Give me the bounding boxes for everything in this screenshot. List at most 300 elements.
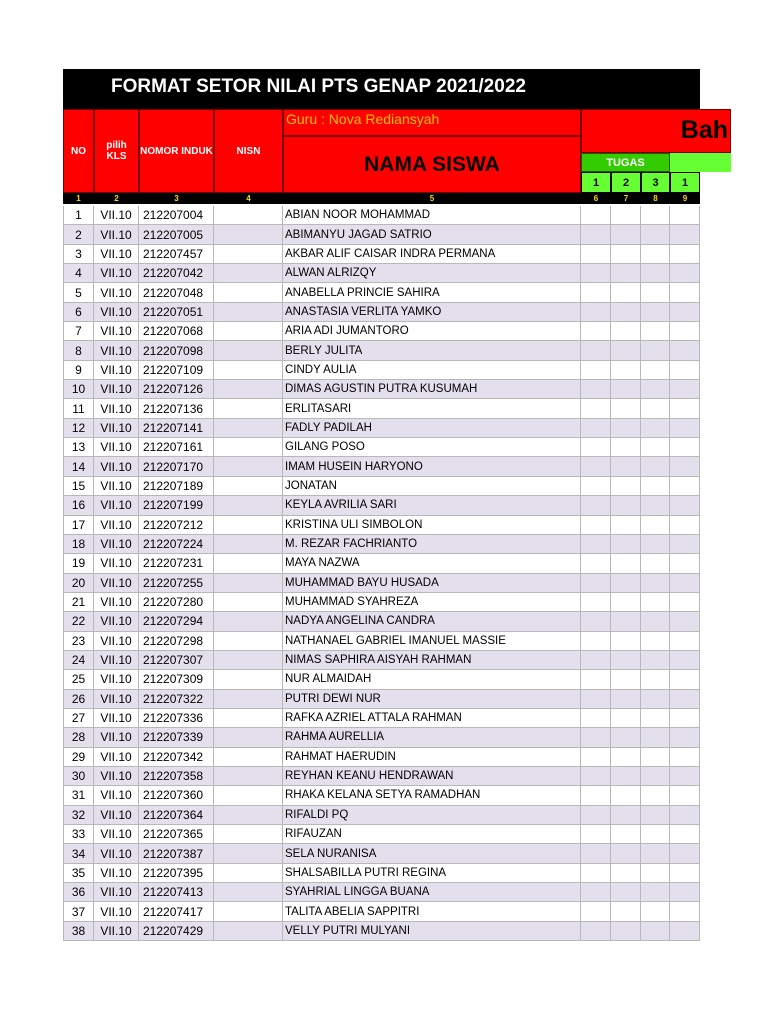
grade-cell[interactable] [670,922,700,941]
tugas-2-cell[interactable] [611,361,641,380]
tugas-1-cell[interactable] [581,922,611,941]
nomor-induk-cell[interactable]: 212207339 [139,728,214,747]
nama-siswa-cell[interactable]: ANABELLA PRINCIE SAHIRA [283,283,581,302]
grade-cell[interactable] [670,767,700,786]
no-cell[interactable]: 31 [63,786,94,805]
no-cell[interactable]: 10 [63,380,94,399]
nisn-cell[interactable] [214,690,283,709]
tugas-2-cell[interactable] [611,341,641,360]
no-cell[interactable]: 28 [63,728,94,747]
grade-cell[interactable] [670,690,700,709]
kelas-cell[interactable]: VII.10 [94,361,139,380]
tugas-1-cell[interactable] [581,748,611,767]
tugas-2-cell[interactable] [611,438,641,457]
tugas-3-cell[interactable] [641,844,670,863]
nisn-cell[interactable] [214,786,283,805]
kelas-cell[interactable]: VII.10 [94,574,139,593]
header-nama-siswa[interactable]: NAMA SISWA [283,136,581,193]
tugas-1-cell[interactable] [581,844,611,863]
no-cell[interactable]: 2 [63,225,94,244]
kelas-cell[interactable]: VII.10 [94,806,139,825]
tugas-2-cell[interactable] [611,670,641,689]
tugas-1-cell[interactable] [581,554,611,573]
tugas-1-cell[interactable] [581,728,611,747]
nama-siswa-cell[interactable]: ABIAN NOOR MOHAMMAD [283,206,581,225]
nisn-cell[interactable] [214,748,283,767]
nama-siswa-cell[interactable]: NUR ALMAIDAH [283,670,581,689]
kelas-cell[interactable]: VII.10 [94,786,139,805]
grade-cell[interactable] [670,341,700,360]
nama-siswa-cell[interactable]: JONATAN [283,477,581,496]
nama-siswa-cell[interactable]: RAFKA AZRIEL ATTALA RAHMAN [283,709,581,728]
nomor-induk-cell[interactable]: 212207051 [139,303,214,322]
nomor-induk-cell[interactable]: 212207307 [139,651,214,670]
nomor-induk-cell[interactable]: 212207005 [139,225,214,244]
no-cell[interactable]: 18 [63,535,94,554]
no-cell[interactable]: 4 [63,264,94,283]
nama-siswa-cell[interactable]: IMAM HUSEIN HARYONO [283,457,581,476]
kelas-cell[interactable]: VII.10 [94,825,139,844]
header-nisn[interactable]: NISN [214,109,283,193]
nisn-cell[interactable] [214,322,283,341]
header-no[interactable]: NO [63,109,94,193]
tugas-2-cell[interactable] [611,516,641,535]
no-cell[interactable]: 36 [63,883,94,902]
kelas-cell[interactable]: VII.10 [94,883,139,902]
nama-siswa-cell[interactable]: KRISTINA ULI SIMBOLON [283,516,581,535]
nama-siswa-cell[interactable]: M. REZAR FACHRIANTO [283,535,581,554]
nama-siswa-cell[interactable]: REYHAN KEANU HENDRAWAN [283,767,581,786]
grade-cell[interactable] [670,786,700,805]
nomor-induk-cell[interactable]: 212207042 [139,264,214,283]
tugas-3-cell[interactable] [641,438,670,457]
tugas-2-cell[interactable] [611,380,641,399]
kelas-cell[interactable]: VII.10 [94,283,139,302]
grade-cell[interactable] [670,864,700,883]
header-tugas-col[interactable]: 1 [670,172,700,193]
no-cell[interactable]: 32 [63,806,94,825]
nama-siswa-cell[interactable]: CINDY AULIA [283,361,581,380]
tugas-1-cell[interactable] [581,264,611,283]
kelas-cell[interactable]: VII.10 [94,496,139,515]
nisn-cell[interactable] [214,380,283,399]
tugas-1-cell[interactable] [581,883,611,902]
nama-siswa-cell[interactable]: ABIMANYU JAGAD SATRIO [283,225,581,244]
tugas-1-cell[interactable] [581,767,611,786]
tugas-2-cell[interactable] [611,806,641,825]
kelas-cell[interactable]: VII.10 [94,380,139,399]
tugas-1-cell[interactable] [581,806,611,825]
tugas-3-cell[interactable] [641,283,670,302]
nisn-cell[interactable] [214,651,283,670]
no-cell[interactable]: 33 [63,825,94,844]
tugas-3-cell[interactable] [641,864,670,883]
tugas-3-cell[interactable] [641,786,670,805]
nisn-cell[interactable] [214,612,283,631]
kelas-cell[interactable]: VII.10 [94,457,139,476]
nama-siswa-cell[interactable]: RIFALDI PQ [283,806,581,825]
tugas-1-cell[interactable] [581,322,611,341]
kelas-cell[interactable]: VII.10 [94,748,139,767]
tugas-2-cell[interactable] [611,690,641,709]
no-cell[interactable]: 17 [63,516,94,535]
nomor-induk-cell[interactable]: 212207322 [139,690,214,709]
tugas-3-cell[interactable] [641,322,670,341]
tugas-3-cell[interactable] [641,612,670,631]
tugas-1-cell[interactable] [581,902,611,921]
tugas-1-cell[interactable] [581,670,611,689]
tugas-2-cell[interactable] [611,225,641,244]
no-cell[interactable]: 5 [63,283,94,302]
nama-siswa-cell[interactable]: NADYA ANGELINA CANDRA [283,612,581,631]
tugas-3-cell[interactable] [641,748,670,767]
tugas-1-cell[interactable] [581,477,611,496]
grade-cell[interactable] [670,419,700,438]
nomor-induk-cell[interactable]: 212207358 [139,767,214,786]
no-cell[interactable]: 7 [63,322,94,341]
tugas-1-cell[interactable] [581,225,611,244]
header-nomor-induk[interactable]: NOMOR INDUK [139,109,214,193]
tugas-3-cell[interactable] [641,341,670,360]
nama-siswa-cell[interactable]: NIMAS SAPHIRA AISYAH RAHMAN [283,651,581,670]
no-cell[interactable]: 24 [63,651,94,670]
tugas-2-cell[interactable] [611,245,641,264]
nisn-cell[interactable] [214,438,283,457]
kelas-cell[interactable]: VII.10 [94,767,139,786]
nomor-induk-cell[interactable]: 212207255 [139,574,214,593]
nama-siswa-cell[interactable]: SHALSABILLA PUTRI REGINA [283,864,581,883]
tugas-1-cell[interactable] [581,206,611,225]
tugas-3-cell[interactable] [641,651,670,670]
tugas-1-cell[interactable] [581,535,611,554]
nama-siswa-cell[interactable]: NATHANAEL GABRIEL IMANUEL MASSIE [283,632,581,651]
tugas-3-cell[interactable] [641,767,670,786]
tugas-3-cell[interactable] [641,477,670,496]
nomor-induk-cell[interactable]: 212207212 [139,516,214,535]
tugas-2-cell[interactable] [611,883,641,902]
grade-cell[interactable] [670,728,700,747]
nomor-induk-cell[interactable]: 212207170 [139,457,214,476]
tugas-1-cell[interactable] [581,380,611,399]
grade-cell[interactable] [670,477,700,496]
tugas-3-cell[interactable] [641,303,670,322]
tugas-3-cell[interactable] [641,419,670,438]
nisn-cell[interactable] [214,902,283,921]
grade-cell[interactable] [670,225,700,244]
grade-cell[interactable] [670,806,700,825]
nisn-cell[interactable] [214,341,283,360]
tugas-2-cell[interactable] [611,593,641,612]
grade-cell[interactable] [670,516,700,535]
kelas-cell[interactable]: VII.10 [94,206,139,225]
tugas-3-cell[interactable] [641,902,670,921]
header-tugas[interactable]: TUGAS [581,153,670,172]
nisn-cell[interactable] [214,574,283,593]
no-cell[interactable]: 13 [63,438,94,457]
tugas-3-cell[interactable] [641,516,670,535]
no-cell[interactable]: 11 [63,399,94,418]
tugas-1-cell[interactable] [581,786,611,805]
tugas-1-cell[interactable] [581,457,611,476]
tugas-2-cell[interactable] [611,264,641,283]
nama-siswa-cell[interactable]: DIMAS AGUSTIN PUTRA KUSUMAH [283,380,581,399]
nomor-induk-cell[interactable]: 212207004 [139,206,214,225]
grade-cell[interactable] [670,303,700,322]
no-cell[interactable]: 30 [63,767,94,786]
nama-siswa-cell[interactable]: KEYLA AVRILIA SARI [283,496,581,515]
kelas-cell[interactable]: VII.10 [94,419,139,438]
tugas-3-cell[interactable] [641,728,670,747]
nomor-induk-cell[interactable]: 212207189 [139,477,214,496]
nama-siswa-cell[interactable]: AKBAR ALIF CAISAR INDRA PERMANA [283,245,581,264]
grade-cell[interactable] [670,399,700,418]
grade-cell[interactable] [670,457,700,476]
no-cell[interactable]: 1 [63,206,94,225]
tugas-3-cell[interactable] [641,225,670,244]
tugas-2-cell[interactable] [611,632,641,651]
tugas-3-cell[interactable] [641,380,670,399]
nisn-cell[interactable] [214,264,283,283]
nama-siswa-cell[interactable]: ALWAN ALRIZQY [283,264,581,283]
nomor-induk-cell[interactable]: 212207342 [139,748,214,767]
nomor-induk-cell[interactable]: 212207336 [139,709,214,728]
tugas-2-cell[interactable] [611,496,641,515]
nama-siswa-cell[interactable]: VELLY PUTRI MULYANI [283,922,581,941]
nomor-induk-cell[interactable]: 212207294 [139,612,214,631]
header-subject[interactable]: Bah [581,109,731,153]
tugas-3-cell[interactable] [641,496,670,515]
nomor-induk-cell[interactable]: 212207136 [139,399,214,418]
tugas-3-cell[interactable] [641,264,670,283]
nisn-cell[interactable] [214,303,283,322]
tugas-2-cell[interactable] [611,902,641,921]
nomor-induk-cell[interactable]: 212207309 [139,670,214,689]
nama-siswa-cell[interactable]: ANASTASIA VERLITA YAMKO [283,303,581,322]
nama-siswa-cell[interactable]: TALITA ABELIA SAPPITRI [283,902,581,921]
nomor-induk-cell[interactable]: 212207048 [139,283,214,302]
tugas-1-cell[interactable] [581,399,611,418]
grade-cell[interactable] [670,380,700,399]
tugas-2-cell[interactable] [611,825,641,844]
kelas-cell[interactable]: VII.10 [94,902,139,921]
grade-cell[interactable] [670,361,700,380]
tugas-3-cell[interactable] [641,574,670,593]
no-cell[interactable]: 15 [63,477,94,496]
tugas-2-cell[interactable] [611,922,641,941]
nama-siswa-cell[interactable]: BERLY JULITA [283,341,581,360]
tugas-1-cell[interactable] [581,496,611,515]
no-cell[interactable]: 20 [63,574,94,593]
grade-cell[interactable] [670,632,700,651]
nomor-induk-cell[interactable]: 212207417 [139,902,214,921]
no-cell[interactable]: 22 [63,612,94,631]
no-cell[interactable]: 3 [63,245,94,264]
grade-cell[interactable] [670,283,700,302]
nomor-induk-cell[interactable]: 212207141 [139,419,214,438]
kelas-cell[interactable]: VII.10 [94,844,139,863]
kelas-cell[interactable]: VII.10 [94,477,139,496]
nisn-cell[interactable] [214,457,283,476]
nisn-cell[interactable] [214,806,283,825]
no-cell[interactable]: 29 [63,748,94,767]
nama-siswa-cell[interactable]: MUHAMMAD BAYU HUSADA [283,574,581,593]
nama-siswa-cell[interactable]: MAYA NAZWA [283,554,581,573]
nomor-induk-cell[interactable]: 212207429 [139,922,214,941]
kelas-cell[interactable]: VII.10 [94,864,139,883]
tugas-2-cell[interactable] [611,786,641,805]
kelas-cell[interactable]: VII.10 [94,303,139,322]
nomor-induk-cell[interactable]: 212207098 [139,341,214,360]
nama-siswa-cell[interactable]: RHAKA KELANA SETYA RAMADHAN [283,786,581,805]
nomor-induk-cell[interactable]: 212207364 [139,806,214,825]
kelas-cell[interactable]: VII.10 [94,535,139,554]
nisn-cell[interactable] [214,419,283,438]
grade-cell[interactable] [670,902,700,921]
kelas-cell[interactable]: VII.10 [94,612,139,631]
header-kls[interactable]: pilih KLS [94,109,139,193]
nama-siswa-cell[interactable]: RAHMA AURELLIA [283,728,581,747]
grade-cell[interactable] [670,206,700,225]
tugas-3-cell[interactable] [641,206,670,225]
tugas-3-cell[interactable] [641,361,670,380]
tugas-2-cell[interactable] [611,535,641,554]
tugas-3-cell[interactable] [641,883,670,902]
tugas-1-cell[interactable] [581,593,611,612]
nisn-cell[interactable] [214,245,283,264]
kelas-cell[interactable]: VII.10 [94,632,139,651]
kelas-cell[interactable]: VII.10 [94,341,139,360]
tugas-1-cell[interactable] [581,516,611,535]
grade-cell[interactable] [670,612,700,631]
grade-cell[interactable] [670,322,700,341]
no-cell[interactable]: 23 [63,632,94,651]
grade-cell[interactable] [670,264,700,283]
tugas-1-cell[interactable] [581,361,611,380]
tugas-1-cell[interactable] [581,283,611,302]
grade-cell[interactable] [670,883,700,902]
nomor-induk-cell[interactable]: 212207231 [139,554,214,573]
grade-cell[interactable] [670,748,700,767]
tugas-2-cell[interactable] [611,612,641,631]
tugas-2-cell[interactable] [611,303,641,322]
tugas-3-cell[interactable] [641,825,670,844]
tugas-1-cell[interactable] [581,303,611,322]
tugas-3-cell[interactable] [641,690,670,709]
nomor-induk-cell[interactable]: 212207068 [139,322,214,341]
tugas-2-cell[interactable] [611,283,641,302]
nomor-induk-cell[interactable]: 212207109 [139,361,214,380]
kelas-cell[interactable]: VII.10 [94,690,139,709]
kelas-cell[interactable]: VII.10 [94,399,139,418]
nomor-induk-cell[interactable]: 212207360 [139,786,214,805]
nama-siswa-cell[interactable]: SYAHRIAL LINGGA BUANA [283,883,581,902]
nisn-cell[interactable] [214,767,283,786]
no-cell[interactable]: 14 [63,457,94,476]
tugas-3-cell[interactable] [641,554,670,573]
nomor-induk-cell[interactable]: 212207224 [139,535,214,554]
nomor-induk-cell[interactable]: 212207413 [139,883,214,902]
nomor-induk-cell[interactable]: 212207457 [139,245,214,264]
no-cell[interactable]: 6 [63,303,94,322]
no-cell[interactable]: 35 [63,864,94,883]
grade-cell[interactable] [670,651,700,670]
nisn-cell[interactable] [214,632,283,651]
kelas-cell[interactable]: VII.10 [94,554,139,573]
grade-cell[interactable] [670,438,700,457]
nisn-cell[interactable] [214,535,283,554]
header-tugas-col[interactable]: 1 [581,172,611,193]
nomor-induk-cell[interactable]: 212207387 [139,844,214,863]
nisn-cell[interactable] [214,864,283,883]
kelas-cell[interactable]: VII.10 [94,516,139,535]
tugas-2-cell[interactable] [611,477,641,496]
tugas-1-cell[interactable] [581,612,611,631]
tugas-3-cell[interactable] [641,709,670,728]
nama-siswa-cell[interactable]: RAHMAT HAERUDIN [283,748,581,767]
tugas-1-cell[interactable] [581,419,611,438]
no-cell[interactable]: 9 [63,361,94,380]
kelas-cell[interactable]: VII.10 [94,651,139,670]
nisn-cell[interactable] [214,361,283,380]
nisn-cell[interactable] [214,709,283,728]
tugas-2-cell[interactable] [611,419,641,438]
kelas-cell[interactable]: VII.10 [94,709,139,728]
tugas-3-cell[interactable] [641,457,670,476]
tugas-1-cell[interactable] [581,438,611,457]
grade-cell[interactable] [670,825,700,844]
grade-cell[interactable] [670,593,700,612]
tugas-3-cell[interactable] [641,670,670,689]
tugas-1-cell[interactable] [581,690,611,709]
nama-siswa-cell[interactable]: SELA NURANISA [283,844,581,863]
kelas-cell[interactable]: VII.10 [94,728,139,747]
kelas-cell[interactable]: VII.10 [94,670,139,689]
nama-siswa-cell[interactable]: ERLITASARI [283,399,581,418]
nama-siswa-cell[interactable]: PUTRI DEWI NUR [283,690,581,709]
tugas-2-cell[interactable] [611,322,641,341]
header-tugas-col[interactable]: 2 [611,172,641,193]
grade-cell[interactable] [670,554,700,573]
tugas-1-cell[interactable] [581,245,611,264]
no-cell[interactable]: 37 [63,902,94,921]
tugas-1-cell[interactable] [581,341,611,360]
kelas-cell[interactable]: VII.10 [94,438,139,457]
nama-siswa-cell[interactable]: GILANG POSO [283,438,581,457]
grade-cell[interactable] [670,574,700,593]
grade-cell[interactable] [670,535,700,554]
tugas-2-cell[interactable] [611,728,641,747]
tugas-3-cell[interactable] [641,535,670,554]
tugas-1-cell[interactable] [581,709,611,728]
kelas-cell[interactable]: VII.10 [94,593,139,612]
tugas-1-cell[interactable] [581,574,611,593]
grade-cell[interactable] [670,245,700,264]
nama-siswa-cell[interactable]: ARIA ADI JUMANTORO [283,322,581,341]
tugas-2-cell[interactable] [611,864,641,883]
nisn-cell[interactable] [214,554,283,573]
nomor-induk-cell[interactable]: 212207298 [139,632,214,651]
kelas-cell[interactable]: VII.10 [94,264,139,283]
tugas-2-cell[interactable] [611,399,641,418]
nama-siswa-cell[interactable]: RIFAUZAN [283,825,581,844]
grade-cell[interactable] [670,670,700,689]
tugas-2-cell[interactable] [611,844,641,863]
tugas-2-cell[interactable] [611,206,641,225]
nisn-cell[interactable] [214,670,283,689]
nisn-cell[interactable] [214,728,283,747]
tugas-3-cell[interactable] [641,399,670,418]
no-cell[interactable]: 21 [63,593,94,612]
